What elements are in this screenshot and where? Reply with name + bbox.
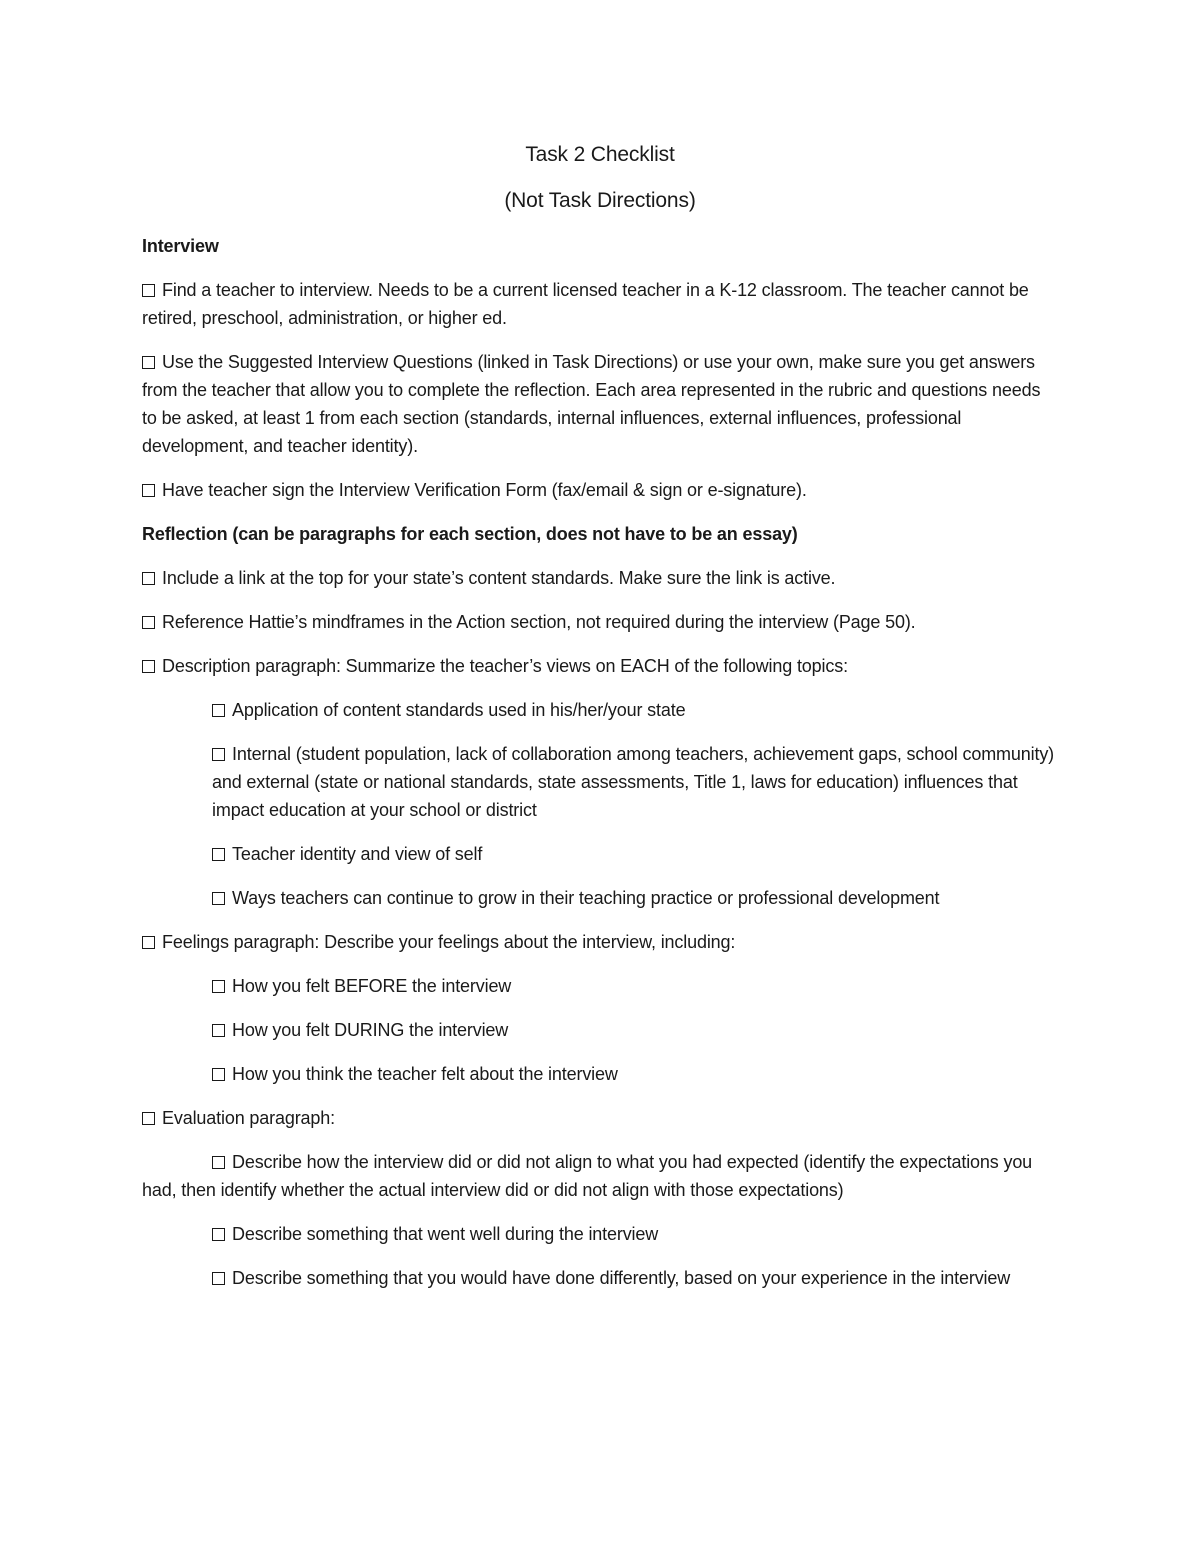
checkbox-icon bbox=[212, 704, 225, 717]
checklist-item-text: Description paragraph: Summarize the teacher’s views on EACH of the following topics: bbox=[162, 656, 848, 676]
checklist-subitem-alignment bbox=[142, 1148, 1058, 1204]
checklist-subitem-felt-during bbox=[142, 1016, 1058, 1044]
checklist-item-feelings-paragraph bbox=[142, 928, 1058, 956]
checklist-item-text: Describe something that you would have done differently, based on your experience in the interview bbox=[232, 1268, 1011, 1288]
checklist-subitem-felt-before bbox=[142, 972, 1058, 1000]
page-title: Task 2 Checklist bbox=[525, 143, 675, 166]
checklist-subitem-done-differently bbox=[142, 1264, 1058, 1292]
checkbox-icon bbox=[212, 1228, 225, 1241]
checklist-subitem-content-standards bbox=[142, 696, 1058, 724]
interview-heading: Interview bbox=[142, 236, 219, 256]
checklist-item-text: Ways teachers can continue to grow in their teaching practice or professional development bbox=[232, 888, 940, 908]
checkbox-icon bbox=[212, 980, 225, 993]
checklist-item-text: Describe something that went well during the interview bbox=[232, 1224, 659, 1244]
checklist-subitem-influences bbox=[142, 740, 1058, 824]
checkbox-icon bbox=[142, 356, 155, 369]
checklist-item-text: Find a teacher to interview. Needs to be a current licensed teacher in a K-12 classroom. The teacher cannot be retired, preschool, administration, or higher ed. bbox=[142, 280, 1029, 328]
checkbox-icon bbox=[212, 848, 225, 861]
checkbox-icon bbox=[142, 484, 155, 497]
checklist-item-text: How you think the teacher felt about the interview bbox=[232, 1064, 618, 1084]
checklist-subitem-teacher-identity bbox=[142, 840, 1058, 868]
checklist-item-text: How you felt BEFORE the interview bbox=[232, 976, 512, 996]
checklist-subitem-went-well bbox=[142, 1220, 1058, 1248]
checklist-item-text: Have teacher sign the Interview Verification Form (fax/email & sign or e-signature). bbox=[162, 480, 807, 500]
checkbox-icon bbox=[212, 1068, 225, 1081]
checklist-item-text: Teacher identity and view of self bbox=[232, 844, 483, 864]
checkbox-icon bbox=[142, 660, 155, 673]
checkbox-icon bbox=[212, 1024, 225, 1037]
checkbox-icon bbox=[142, 616, 155, 629]
page-subtitle: (Not Task Directions) bbox=[504, 189, 696, 212]
checklist-item-text: Reference Hattie’s mindframes in the Action section, not required during the interview (Page 50). bbox=[162, 612, 916, 632]
checklist-item-text: Describe how the interview did or did not align to what you had expected (identify the expectations you had, then identify whether the actual interview did or did not align with those expectations) bbox=[142, 1152, 1033, 1200]
checklist-subitem-teacher-felt bbox=[142, 1060, 1058, 1088]
checkbox-icon bbox=[212, 1156, 225, 1169]
checklist-item-verification-form bbox=[142, 476, 1058, 504]
checklist-item-hattie-mindframes bbox=[142, 608, 1058, 636]
checklist-item-text: Use the Suggested Interview Questions (linked in Task Directions) or use your own, make sure you get answers from the teacher that allow you to complete the reflection. Each area represented in the rubric and questions needs to be asked, at least 1 from each section (standards, internal influences, external influences, professional development, and teacher identity). bbox=[142, 352, 1041, 456]
checklist-item-description-paragraph bbox=[142, 652, 1058, 680]
checklist-item-text: Application of content standards used in his/her/your state bbox=[232, 700, 686, 720]
checkbox-icon bbox=[142, 572, 155, 585]
checklist-item-text: How you felt DURING the interview bbox=[232, 1020, 509, 1040]
checkbox-icon bbox=[142, 284, 155, 297]
checklist-item-text: Include a link at the top for your state’s content standards. Make sure the link is active. bbox=[162, 568, 836, 588]
checklist-item-evaluation-paragraph bbox=[142, 1104, 1058, 1132]
checklist-item-text: Evaluation paragraph: bbox=[162, 1108, 335, 1128]
checkbox-icon bbox=[142, 1112, 155, 1125]
checklist-subitem-professional-growth bbox=[142, 884, 1058, 912]
checklist-item-text: Feelings paragraph: Describe your feelings about the interview, including: bbox=[162, 932, 736, 952]
checkbox-icon bbox=[212, 748, 225, 761]
checklist-item-standards-link bbox=[142, 564, 1058, 592]
reflection-heading: Reflection (can be paragraphs for each section, does not have to be an essay) bbox=[142, 524, 798, 544]
checklist-item-text: Internal (student population, lack of collaboration among teachers, achievement gaps, school community) and external (state or national standards, state assessments, Title 1, laws for education) influences that impact education at your school or district bbox=[212, 744, 1055, 820]
checklist-item-find-teacher bbox=[142, 276, 1058, 332]
checklist-item-interview-questions bbox=[142, 348, 1058, 460]
checkbox-icon bbox=[142, 936, 155, 949]
checkbox-icon bbox=[212, 1272, 225, 1285]
checkbox-icon bbox=[212, 892, 225, 905]
document-body bbox=[142, 140, 1058, 1308]
